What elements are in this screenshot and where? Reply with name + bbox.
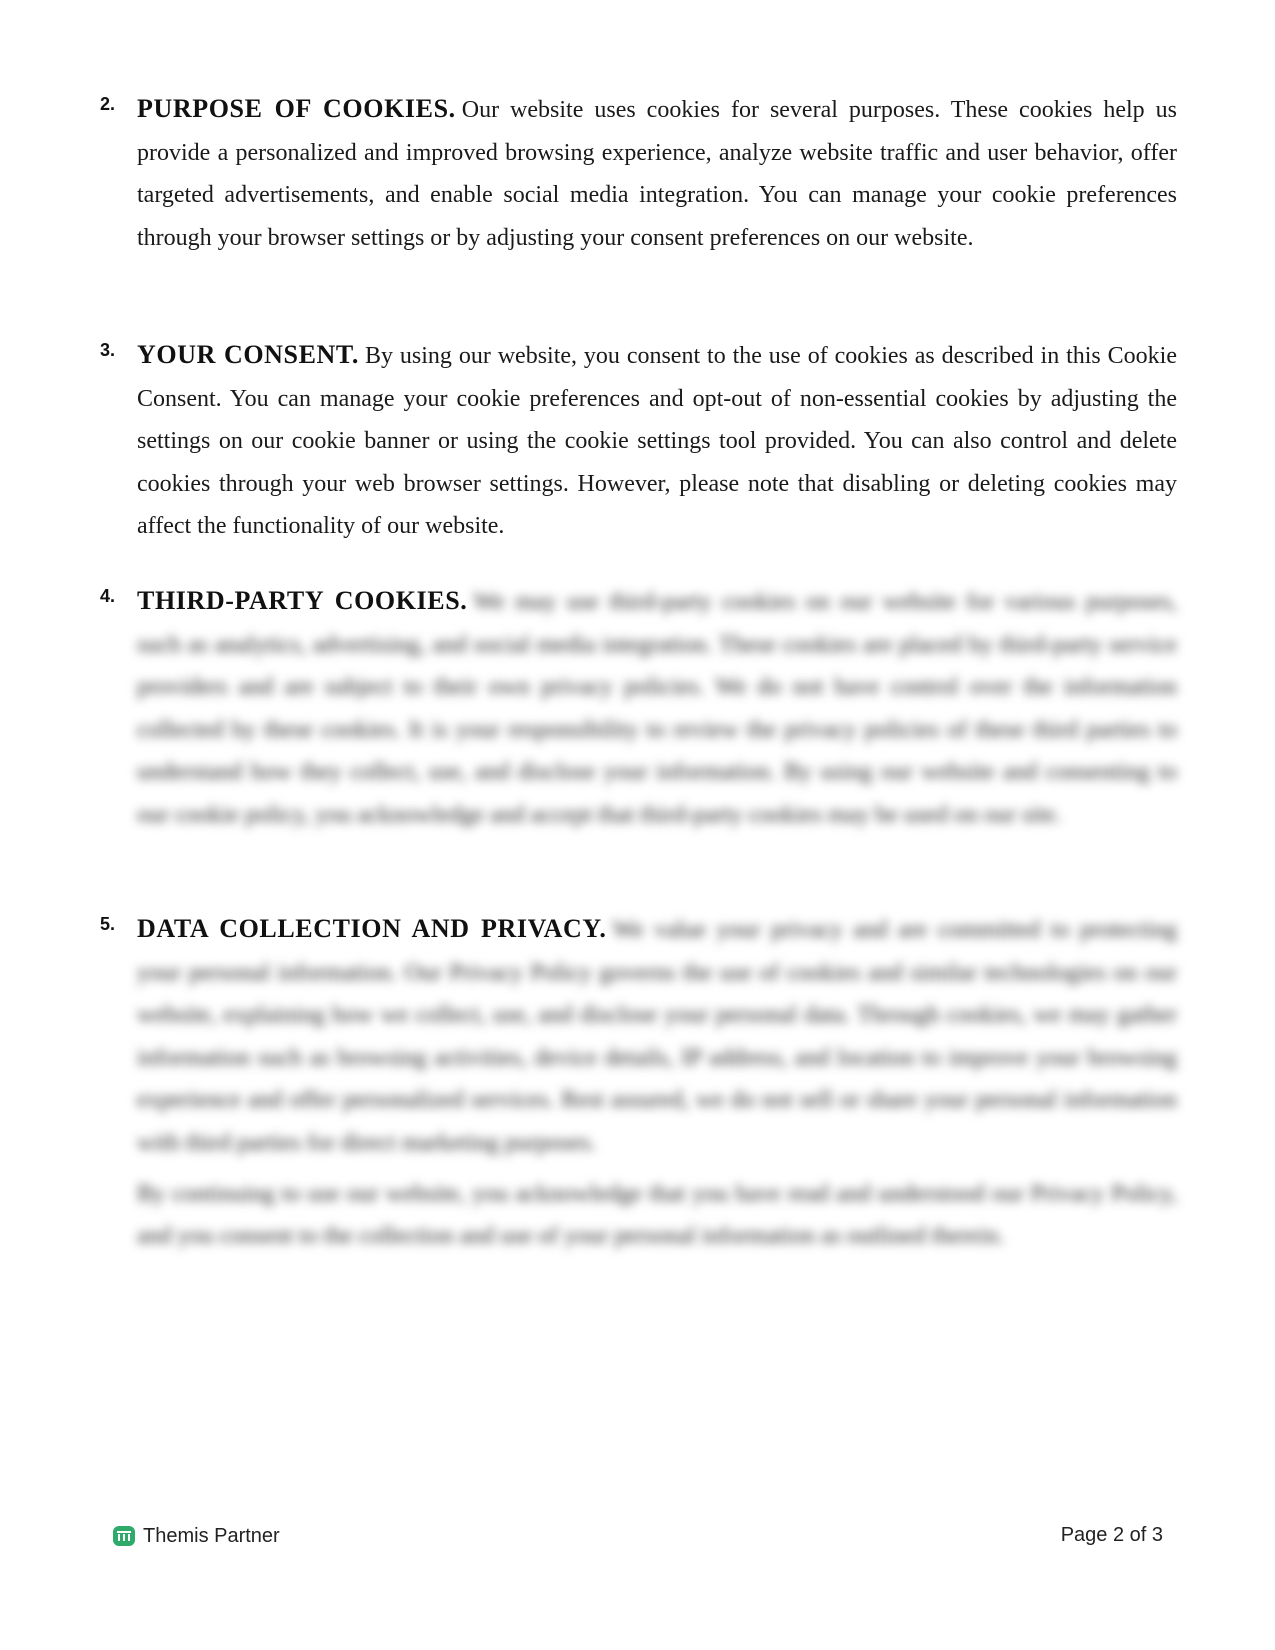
section-body — [137, 334, 1177, 548]
blurred-section-paragraph: By continuing to use our website, you acknowledge that you have read and understood our Privacy Policy, and you consent to the collection and use of your personal information as outlined therein. — [137, 1180, 1177, 1250]
section-number: 2. — [100, 94, 116, 114]
blurred-section-text: We may use third-party cookies on our website for various purposes, such as analytics, advertising, and social media integration. These cookies are placed by third-party service providers and are subject to their own privacy policies. We do not have control over the information collected by these cookies. It is your responsibility to review the privacy policies of these third parties to understand how they collect, use, and disclose your information. By using our website and consenting to our cookie policy, you acknowledge and accept that third-party cookies may be used on our site. — [137, 589, 1178, 828]
section-number: 3. — [100, 340, 116, 360]
themis-logo-icon — [112, 1524, 136, 1548]
blurred-section-text: We value your privacy and are committed to protecting your personal information. Our Privacy Policy governs the use of cookies and similar technologies on our website, explaining how we collect, use, and disclose your personal data. Through cookies, we may gather information such as browsing activities, device details, IP address, and location to improve your browsing experience and offer personalized services. Rest assured, we do not sell or share your personal information with third parties for direct marketing purposes. — [137, 917, 1178, 1156]
section-heading: THIRD-PARTY COOKIES. — [137, 586, 468, 615]
section-data-collection-and-privacy — [100, 908, 1177, 1258]
brand-name: Themis Partner — [143, 1524, 280, 1547]
section-number: 5. — [100, 914, 116, 934]
section-heading: PURPOSE OF COOKIES. — [137, 94, 456, 123]
section-text: Our website uses cookies for several purposes. These cookies help us provide a personalized and improved browsing experience, analyze website traffic and user behavior, offer targeted advertisements, and enable social media integration. You can manage your cookie preferences through your browser settings or by adjusting your consent preferences on our website. — [137, 97, 1178, 251]
section-purpose-of-cookies — [100, 88, 1177, 259]
section-number: 4. — [100, 586, 116, 606]
footer-brand — [112, 1524, 280, 1548]
page-number: Page 2 of 3 — [1060, 1524, 1163, 1546]
section-third-party-cookies — [100, 580, 1177, 837]
section-text: By using our website, you consent to the use of cookies as described in this Cookie Consent. You can manage your cookie preferences and opt-out of non-essential cookies by adjusting the settings on our cookie banner or using the cookie settings tool provided. You can also control and delete cookies through your web browser settings. However, please note that disabling or deleting cookies may affect the functionality of our website. — [137, 343, 1177, 540]
section-your-consent — [100, 334, 1177, 548]
section-body — [137, 88, 1177, 259]
section-heading: DATA COLLECTION AND PRIVACY. — [137, 914, 607, 943]
section-body — [137, 908, 1177, 1165]
section-body — [137, 580, 1177, 837]
section-heading: YOUR CONSENT. — [137, 340, 360, 369]
